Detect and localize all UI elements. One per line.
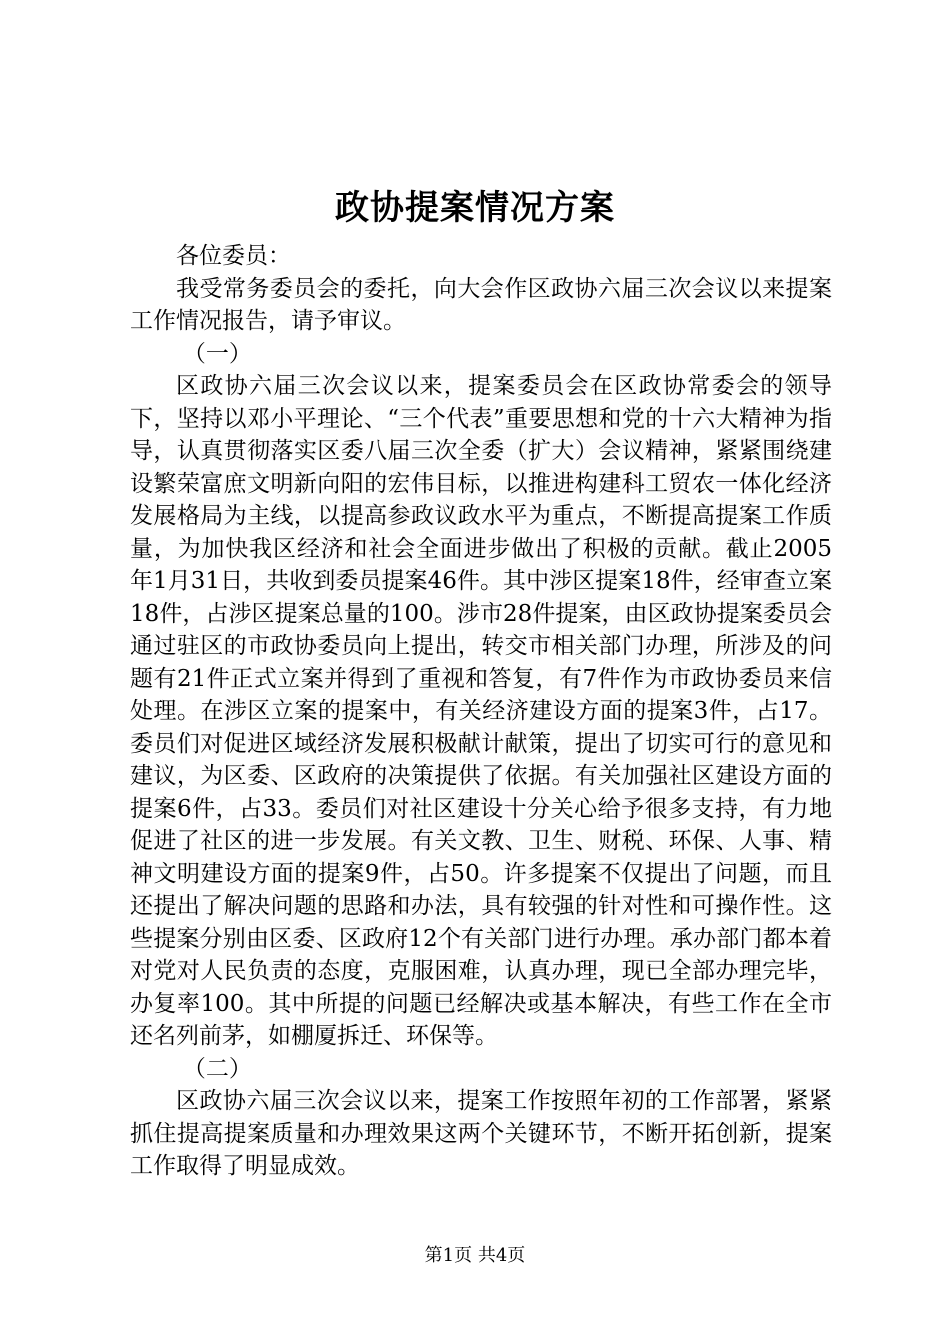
intro-paragraph: 我受常务委员会的委托，向大会作区政协六届三次会议以来提案工作情况报告，请予审议。	[130, 275, 832, 334]
section-1-paragraph: 区政协六届三次会议以来，提案委员会在区政协常委会的领导下，坚持以邓小平理论、“三个代表”重要思想和党的十六大精神为指导，认真贯彻落实区委八届三次全委（扩大）会议精神，紧紧围绕建设繁荣富庶文明新向阳的宏伟目标，以推进构建科工贸农一体化经济发展格局为主线，以提高参政议政水平为重点，不断提高提案工作质量，为加快我区经济和社会全面进步做出了积极的贡献。截止2005年1月31日，共收到委员提案46件。其中涉区提案18件，经审查立案18件，占涉区提案总量的100。涉市28件提案，由区政协提案委员会通过驻区的市政协委员向上提出，转交市相关部门办理，所涉及的问题有21件正式立案并得到了重视和答复，有7件作为市政协委员来信处理。在涉区立案的提案中，有关经济建设方面的提案3件，占17。委员们对促进区域经济发展积极献计献策，提出了切实可行的意见和建议，为区委、区政府的决策提供了依据。有关加强社区建设方面的提案6件，占33。委员们对社区建设十分关心给予很多支持，有力地促进了社区的进一步发展。有关文教、卫生、财税、环保、人事、精神文明建设方面的提案9件，占50。许多提案不仅提出了问题，而且还提出了解决问题的思路和办法，具有较强的针对性和可操作性。这些提案分别由区委、区政府12个有关部门进行办理。承办部门都本着对党对人民负责的态度，克服困难，认真办理，现已全部办理完毕，办复率100。其中所提的问题已经解决或基本解决，有些工作在全市还名列前茅，如棚厦拆迁、环保等。	[130, 373, 832, 1049]
section-heading-2: （二）	[182, 1055, 252, 1082]
section-heading-1: （一）	[182, 340, 252, 367]
section-2-paragraph: 区政协六届三次会议以来，提案工作按照年初的工作部署，紧紧抓住提高提案质量和办理效果这两个关键环节，不断开拓创新，提案工作取得了明显成效。	[130, 1088, 832, 1179]
page-number-footer: 第1页 共4页	[424, 1245, 526, 1266]
document-body	[130, 240, 832, 1183]
salutation: 各位委员：	[176, 243, 291, 269]
document-title: 政协提案情况方案	[335, 188, 615, 228]
